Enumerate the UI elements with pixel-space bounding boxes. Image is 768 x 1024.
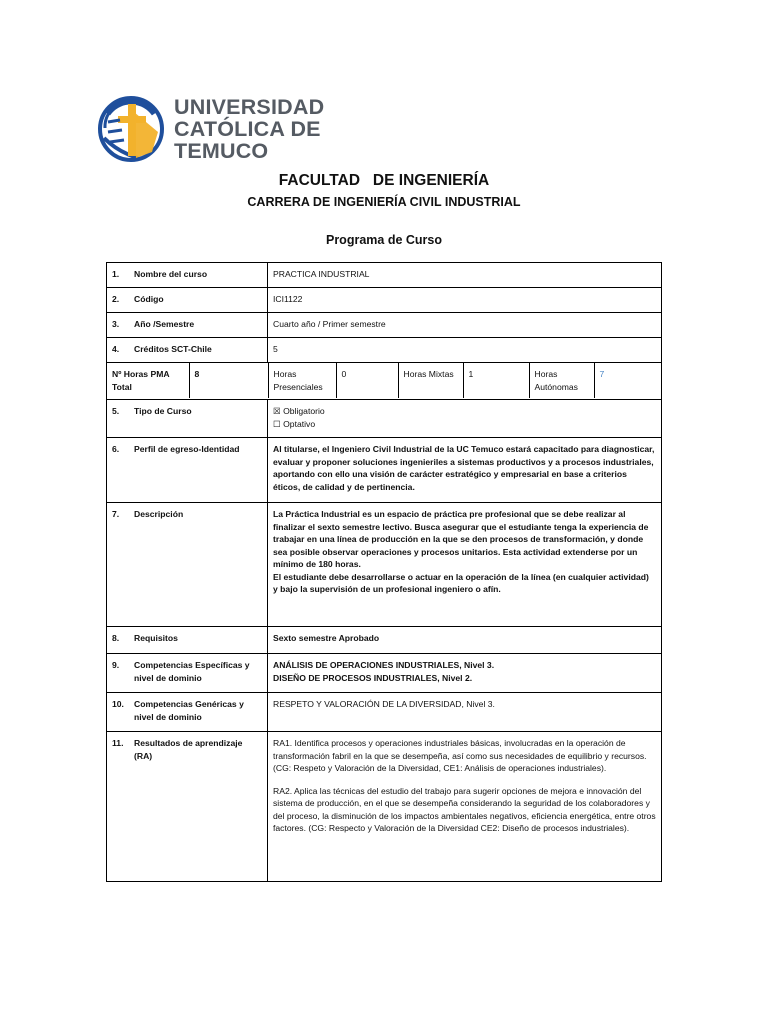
specific-competencies-value	[268, 654, 662, 693]
course-code-value: ICI1122	[268, 288, 662, 313]
university-name	[174, 96, 324, 162]
option-mandatory: Obligatorio	[283, 406, 325, 416]
hours-cell	[107, 363, 662, 400]
learning-outcomes-value	[268, 732, 662, 882]
row-label-text: Nombre del curso	[134, 269, 208, 279]
credits-value: 5	[268, 338, 662, 363]
table-row	[107, 263, 662, 288]
autonomous-hours-value: 7	[594, 363, 662, 398]
logo-line-1: UNIVERSIDAD	[174, 95, 325, 119]
option-optional: Optativo	[283, 418, 316, 429]
mixed-hours-value: 1	[463, 363, 529, 398]
row-label	[107, 263, 268, 288]
logo-line-3: TEMUCO	[174, 139, 269, 163]
row-number: 1.	[112, 269, 120, 279]
row-label	[107, 313, 268, 338]
mixed-hours-label: Horas Mixtas	[398, 363, 463, 398]
row-label	[107, 503, 268, 627]
row-number: 2.	[112, 294, 120, 304]
course-program-table	[106, 262, 662, 882]
row-number: 10.	[112, 699, 124, 709]
table-row	[107, 400, 662, 438]
row-label	[107, 438, 268, 503]
table-row	[107, 438, 662, 503]
table-row	[107, 313, 662, 338]
presential-hours-label: Horas Presenciales	[268, 363, 336, 398]
graduate-profile-value: Al titularse, el Ingeniero Civil Industrial de la UC Temuco estará capacitado para diagnosticar, evaluar y proponer soluciones ingenieriles a sistemas productivos y a procesos industriales, aportando con ello una visión de carácter estratégico y empresarial en base a criterios éticos, de calidad y de pertinencia.	[268, 438, 662, 503]
unchecked-checkbox-icon: ☐	[273, 418, 281, 429]
row-label	[107, 732, 268, 882]
table-row	[107, 338, 662, 363]
row-label	[107, 338, 268, 363]
table-row	[107, 503, 662, 627]
row-number: 3.	[112, 319, 120, 329]
total-hours-value: 8	[189, 363, 268, 398]
row-label	[107, 627, 268, 654]
row-label-text: Tipo de Curso	[134, 406, 192, 416]
competency-line-1: ANÁLISIS DE OPERACIONES INDUSTRIALES, Nivel 3.	[273, 660, 495, 670]
table-row	[107, 732, 662, 882]
row-label-text: Competencias Genéricas y nivel de dominio	[134, 699, 244, 722]
row-label-text: Año /Semestre	[134, 319, 195, 329]
learning-outcome-2: RA2. Aplica las técnicas del estudio del trabajo para sugerir opciones de mejora e innovación del sistema de producción, en el que se desempeña considerando la seguridad de los colaboradores y del proceso, la disminución de los impactos ambientales negativos, eficiencia energética, entre otros factores. (CG: Respecto y Valoración de la Diversidad CE2: Diseño de procesos industriales).	[273, 785, 656, 833]
table-row	[107, 627, 662, 654]
row-label-text: Créditos SCT-Chile	[134, 344, 212, 354]
hours-table	[107, 363, 662, 398]
checked-checkbox-icon: ☒	[273, 406, 281, 416]
course-name-value: PRACTICA INDUSTRIAL	[268, 263, 662, 288]
table-row	[107, 693, 662, 732]
table-row	[107, 654, 662, 693]
row-number: 11.	[112, 738, 124, 748]
competency-line-2: DISEÑO DE PROCESOS INDUSTRIALES, Nivel 2.	[273, 672, 473, 683]
row-number: 7.	[112, 509, 120, 519]
faculty-title: FACULTAD DE INGENIERÍA	[278, 172, 490, 189]
row-label-text: Competencias Específicas y nivel de dominio	[134, 660, 250, 683]
total-hours-label: Nº Horas PMA Total	[112, 369, 170, 392]
row-label	[107, 693, 268, 732]
row-number: 5.	[112, 406, 120, 416]
row-label	[107, 654, 268, 693]
description-paragraph-2: El estudiante debe desarrollarse o actuar en la operación de la línea (en cualquier actividad) y bajo la supervisión de un profesional ingeniero o afín.	[273, 571, 649, 594]
row-label	[107, 400, 268, 438]
description-paragraph-1: La Práctica Industrial es un espacio de práctica pre profesional que se debe realizar al finalizar el sexto semestre lectivo. Busca asegurar que el estudiante tenga la experiencia de trabajar en una línea de producción en la que se den procesos de transformación, y donde sea posible observar operaciones y procesos unitarios. Esta actividad extenderse por un mínimo de 180 horas.	[273, 509, 649, 569]
course-type-value	[268, 400, 662, 438]
row-label-text: Resultados de aprendizaje (RA)	[134, 738, 243, 761]
career-title: CARRERA DE INGENIERÍA CIVIL INDUSTRIAL	[247, 195, 521, 209]
table-row	[107, 288, 662, 313]
learning-outcome-1: RA1. Identifica procesos y operaciones industriales básicas, involucradas en la operación de transformación fabril en la que se desempeña, así como sus necesidades de equilibrio y recursos.(CG: Respeto y Valoración de la Diversidad, CE1: Análisis de operaciones industriales).	[273, 738, 647, 773]
row-label-text: Perfil de egreso-Identidad	[134, 444, 240, 454]
presential-hours-value: 0	[336, 363, 398, 398]
logo-line-2: CATÓLICA DE	[174, 117, 321, 141]
year-semester-value: Cuarto año / Primer semestre	[268, 313, 662, 338]
row-label-text: Código	[134, 294, 164, 304]
university-logo	[98, 92, 325, 168]
row-number: 9.	[112, 660, 120, 670]
description-value	[268, 503, 662, 627]
row-number: 4.	[112, 344, 120, 354]
row-number: 6.	[112, 444, 120, 454]
row-number: 8.	[112, 633, 120, 643]
autonomous-hours-label: Horas Autónomas	[529, 363, 594, 398]
university-emblem-icon	[98, 92, 164, 164]
row-label-text: Descripción	[134, 509, 184, 519]
hours-row	[107, 363, 662, 400]
program-title: Programa de Curso	[325, 233, 442, 247]
row-label	[107, 288, 268, 313]
requirements-value: Sexto semestre Aprobado	[268, 627, 662, 654]
row-label-text: Requisitos	[134, 633, 178, 643]
generic-competencies-value: RESPETO Y VALORACIÓN DE LA DIVERSIDAD, Nivel 3.	[268, 693, 662, 732]
